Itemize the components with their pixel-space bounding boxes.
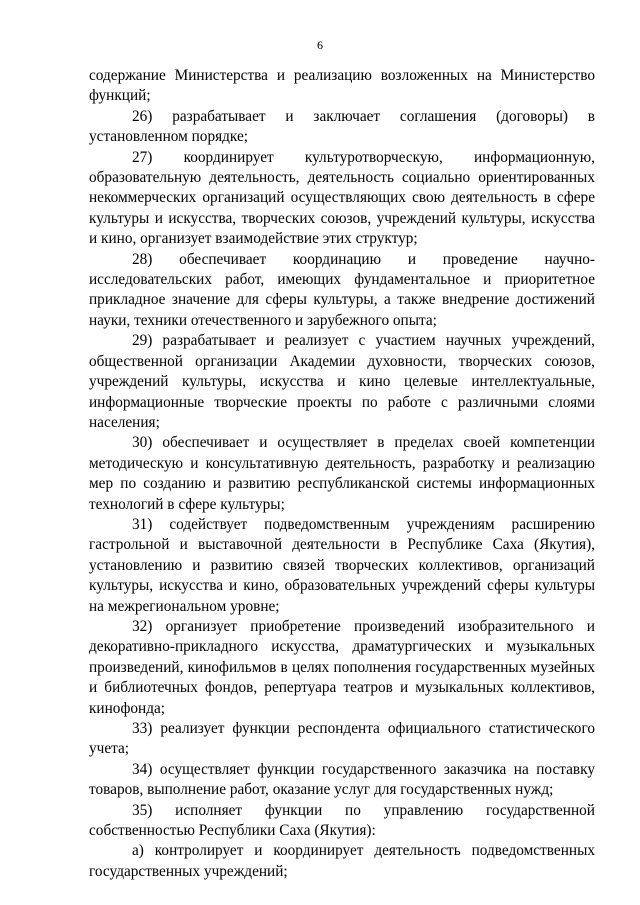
document-body bbox=[89, 66, 595, 882]
paragraph-item-26: 26) разрабатывает и заключает соглашения (договоры) в установленном порядке; bbox=[89, 107, 595, 146]
paragraph-continuation: содержание Министерства и реализацию возложенных на Министерство функций; bbox=[89, 67, 595, 105]
paragraph-item-31: 31) содействует подведомственным учреждениям расширению гастрольной и выставочной деятельности в Республике Саха (Якутия), установлению и развитию связей творческих коллективов, организаций культуры, искусства и кино, образовательных учреждений сферы культуры на межрегиональном уровне; bbox=[89, 515, 595, 615]
paragraph-item-29: 29) разрабатывает и реализует с участием научных учреждений, общественной организации Академии духовности, творческих союзов, учреждений культуры, искусства и кино целевые интеллектуальные, информационные творческие проекты по работе с различными слоями населения; bbox=[89, 332, 595, 431]
paragraph-subitem-a: а) контролирует и координирует деятельность подведомственных государственных учреждений; bbox=[89, 842, 595, 880]
paragraph-item-34: 34) осуществляет функции государственного заказчика на поставку товаров, выполнение работ, оказание услуг для государственных нужд; bbox=[89, 760, 595, 799]
paragraph-item-35: 35) исполняет функции по управлению государственной собственностью Республики Саха (Якутия): bbox=[89, 801, 595, 840]
paragraph-item-32: 32) организует приобретение произведений изобразительного и декоративно-прикладного искусства, драматургических и музыкальных произведений, кинофильмов в целях пополнения государственных музейных и библиотечных фондов, репертуара театров и музыкальных коллективов, кинофонда; bbox=[89, 617, 595, 717]
page-number: 6 bbox=[317, 38, 323, 52]
paragraph-item-33: 33) реализует функции респондента официального статистического учета; bbox=[89, 720, 595, 758]
paragraph-item-30: 30) обеспечивает и осуществляет в пределах своей компетенции методическую и консультативную деятельность, разработку и реализацию мер по созданию и развитию республиканской системы информационных технологий в сфере культуры; bbox=[89, 434, 595, 513]
paragraph-item-27: 27) координирует культуротворческую, информационную, образовательную деятельность, деятельность социально ориентированных некоммерческих организаций осуществляющих свою деятельность в сфере культуры и искусства, творческих союзов, учреждений культуры, искусства и кино, организует взаимодействие этих структур; bbox=[89, 148, 595, 248]
paragraph-item-28: 28) обеспечивает координацию и проведение научно-исследовательских работ, имеющих фундаментальное и приоритетное прикладное значение для сферы культуры, а также внедрение достижений науки, техники отечественного и зарубежного опыта; bbox=[89, 250, 595, 329]
